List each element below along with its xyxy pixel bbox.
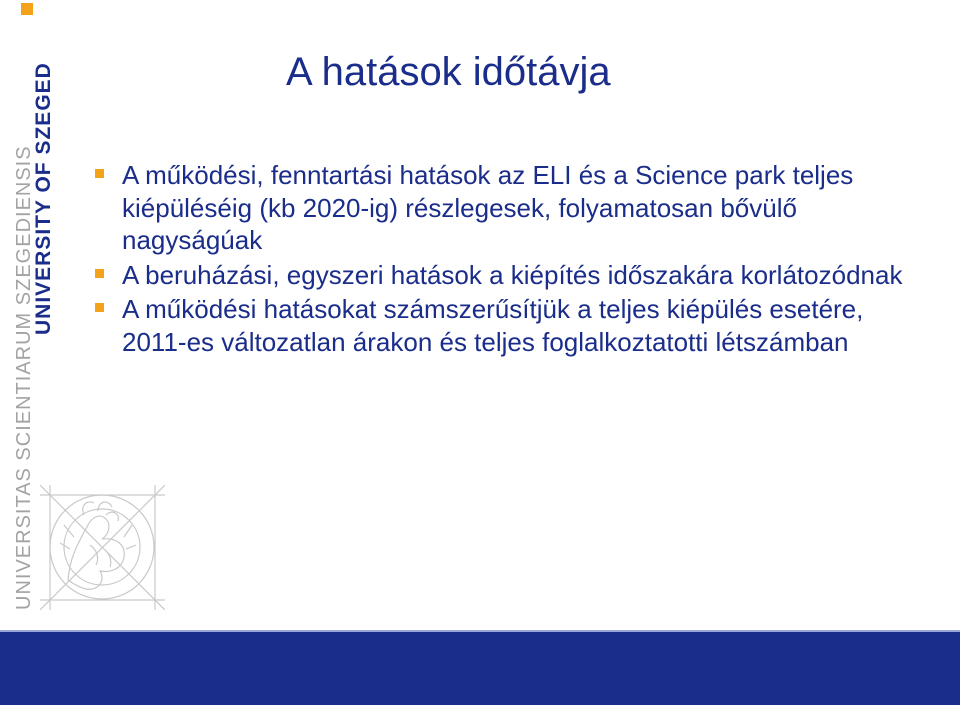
square-bullet-icon: [95, 303, 104, 312]
square-bullet-icon: [95, 169, 104, 178]
bullet-list: [95, 159, 935, 358]
logo-square-icon: [21, 3, 33, 15]
slide-title: A hatások időtávja: [286, 50, 611, 94]
bullet-item: [95, 259, 935, 292]
university-seal-icon: [40, 485, 165, 610]
university-latin-name: UNIVERSITAS SCIENTIARUM SZEGEDIENSIS: [13, 145, 35, 610]
square-bullet-icon: [95, 269, 104, 278]
bullet-item: [95, 293, 935, 358]
bullet-item: [95, 159, 935, 257]
university-name: UNIVERSITY OF SZEGED: [32, 62, 55, 335]
bullet-text: A működési hatásokat számszerűsítjük a teljes kiépülés esetére, 2011-es változatlan árakon és teljes foglalkoztatotti létszámban: [122, 294, 864, 357]
footer-band: [0, 632, 960, 705]
bullet-text: A beruházási, egyszeri hatások a kiépítés időszakára korlátozódnak: [122, 259, 903, 290]
bullet-text: A működési, fenntartási hatások az ELI és a Science park teljes kiépüléséig (kb 2020-ig) részlegesek, folyamatosan bővülő nagyságúak: [122, 160, 854, 255]
